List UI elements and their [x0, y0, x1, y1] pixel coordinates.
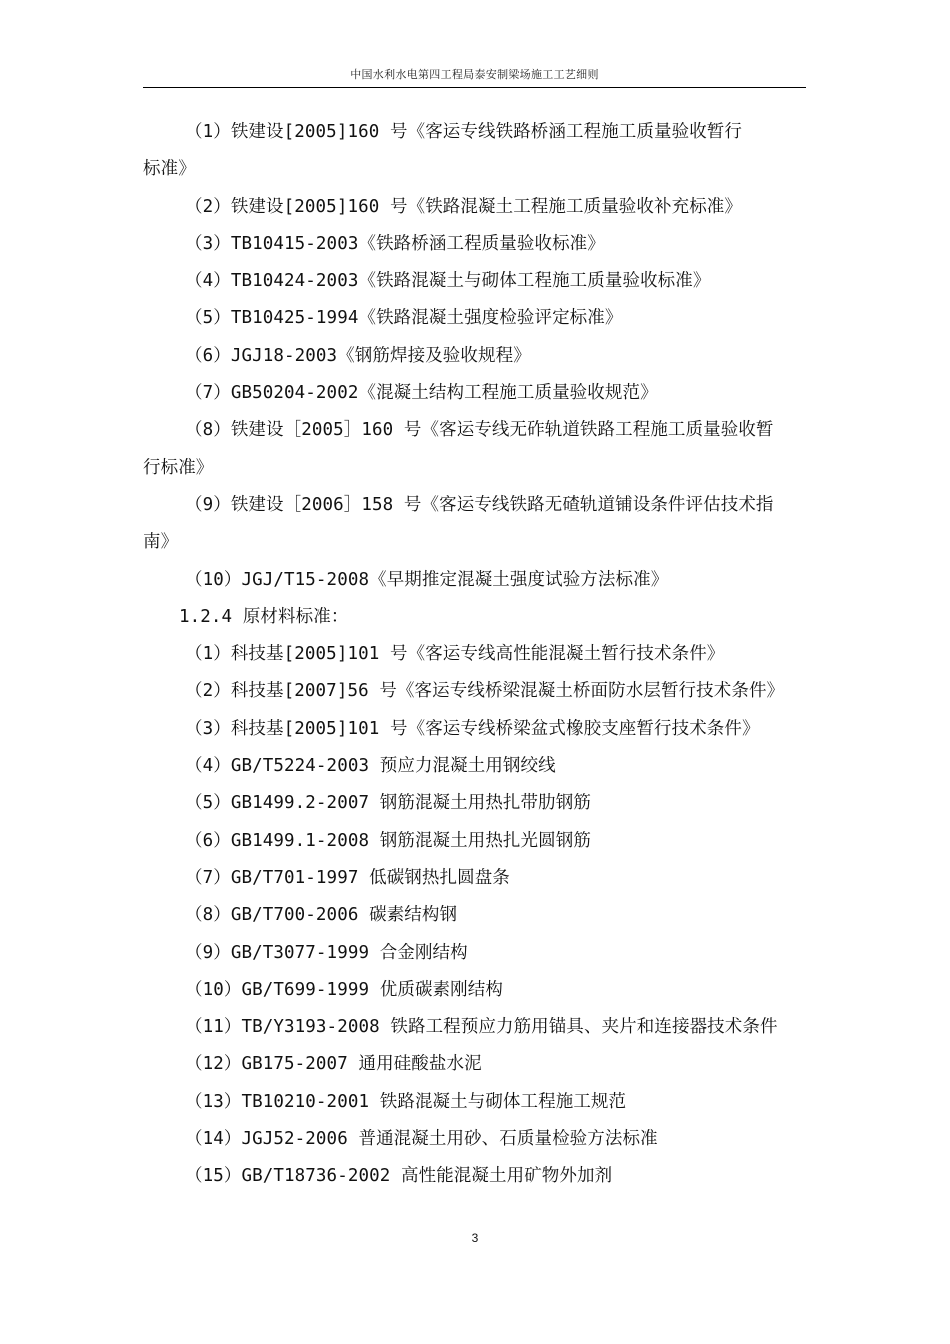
list-item: （7）GB50204-2002《混凝土结构工程施工质量验收规范》 [185, 383, 658, 404]
list-item: （5）TB10425-1994《铁路混凝土强度检验评定标准》 [185, 308, 623, 329]
list-item: （8）铁建设［2005］160 号《客运专线无砟轨道铁路工程施工质量验收暂 [185, 420, 774, 441]
list-item: （9）铁建设［2006］158 号《客运专线铁路无碴轨道铺设条件评估技术指 [185, 494, 774, 515]
header-divider [143, 87, 806, 88]
list-item-continuation: 行标准》 [143, 457, 214, 478]
list-item: （4）GB/T5224-2003 预应力混凝土用钢绞线 [185, 756, 556, 777]
section-heading: 1.2.4 原材料标准： [179, 606, 349, 627]
list-item: （6）JGJ18-2003《钢筋焊接及验收规程》 [185, 345, 531, 366]
list-item-continuation: 标准》 [143, 159, 196, 180]
list-item-continuation: 南》 [143, 532, 179, 553]
list-item: （14）JGJ52-2006 普通混凝土用砂、石质量检验方法标准 [185, 1129, 658, 1150]
list-item: （11）TB/Y3193-2008 铁路工程预应力筋用锚具、夹片和连接器技术条件 [185, 1017, 778, 1038]
list-item: （5）GB1499.2-2007 钢筋混凝土用热扎带肋钢筋 [185, 793, 591, 814]
list-item: （3）科技基[2005]101 号《客运专线桥梁盆式橡胶支座暂行技术条件》 [185, 718, 760, 739]
list-item: （1）铁建设[2005]160 号《客运专线铁路桥涵工程施工质量验收暂行 [185, 122, 742, 142]
list-item: （1）科技基[2005]101 号《客运专线高性能混凝土暂行技术条件》 [185, 644, 725, 665]
list-item: （13）TB10210-2001 铁路混凝土与砌体工程施工规范 [185, 1091, 627, 1112]
page-header: 中国水利水电第四工程局泰安制梁场施工工艺细则 [350, 68, 599, 81]
list-item: （10）GB/T699-1999 优质碳素刚结构 [185, 979, 503, 1000]
page-number: 3 [471, 1231, 479, 1245]
list-item: （8）GB/T700-2006 碳素结构钢 [185, 905, 458, 926]
list-item: （7）GB/T701-1997 低碳钢热扎圆盘条 [185, 867, 510, 888]
list-item: （4）TB10424-2003《铁路混凝土与砌体工程施工质量验收标准》 [185, 271, 711, 292]
list-item: （12）GB175-2007 通用硅酸盐水泥 [185, 1054, 482, 1075]
list-item: （2）科技基[2007]56 号《客运专线桥梁混凝土桥面防水层暂行技术条件》 [185, 681, 785, 702]
list-item: （6）GB1499.1-2008 钢筋混凝土用热扎光圆钢筋 [185, 830, 591, 851]
list-item: （9）GB/T3077-1999 合金刚结构 [185, 942, 468, 963]
list-item: （2）铁建设[2005]160 号《铁路混凝土工程施工质量验收补充标准》 [185, 196, 742, 217]
list-item: （15）GB/T18736-2002 高性能混凝土用矿物外加剂 [185, 1166, 613, 1187]
document-body [143, 114, 806, 1196]
list-item: （3）TB10415-2003《铁路桥涵工程质量验收标准》 [185, 233, 605, 254]
list-item: （10）JGJ/T15-2008《早期推定混凝土强度试验方法标准》 [185, 569, 669, 590]
